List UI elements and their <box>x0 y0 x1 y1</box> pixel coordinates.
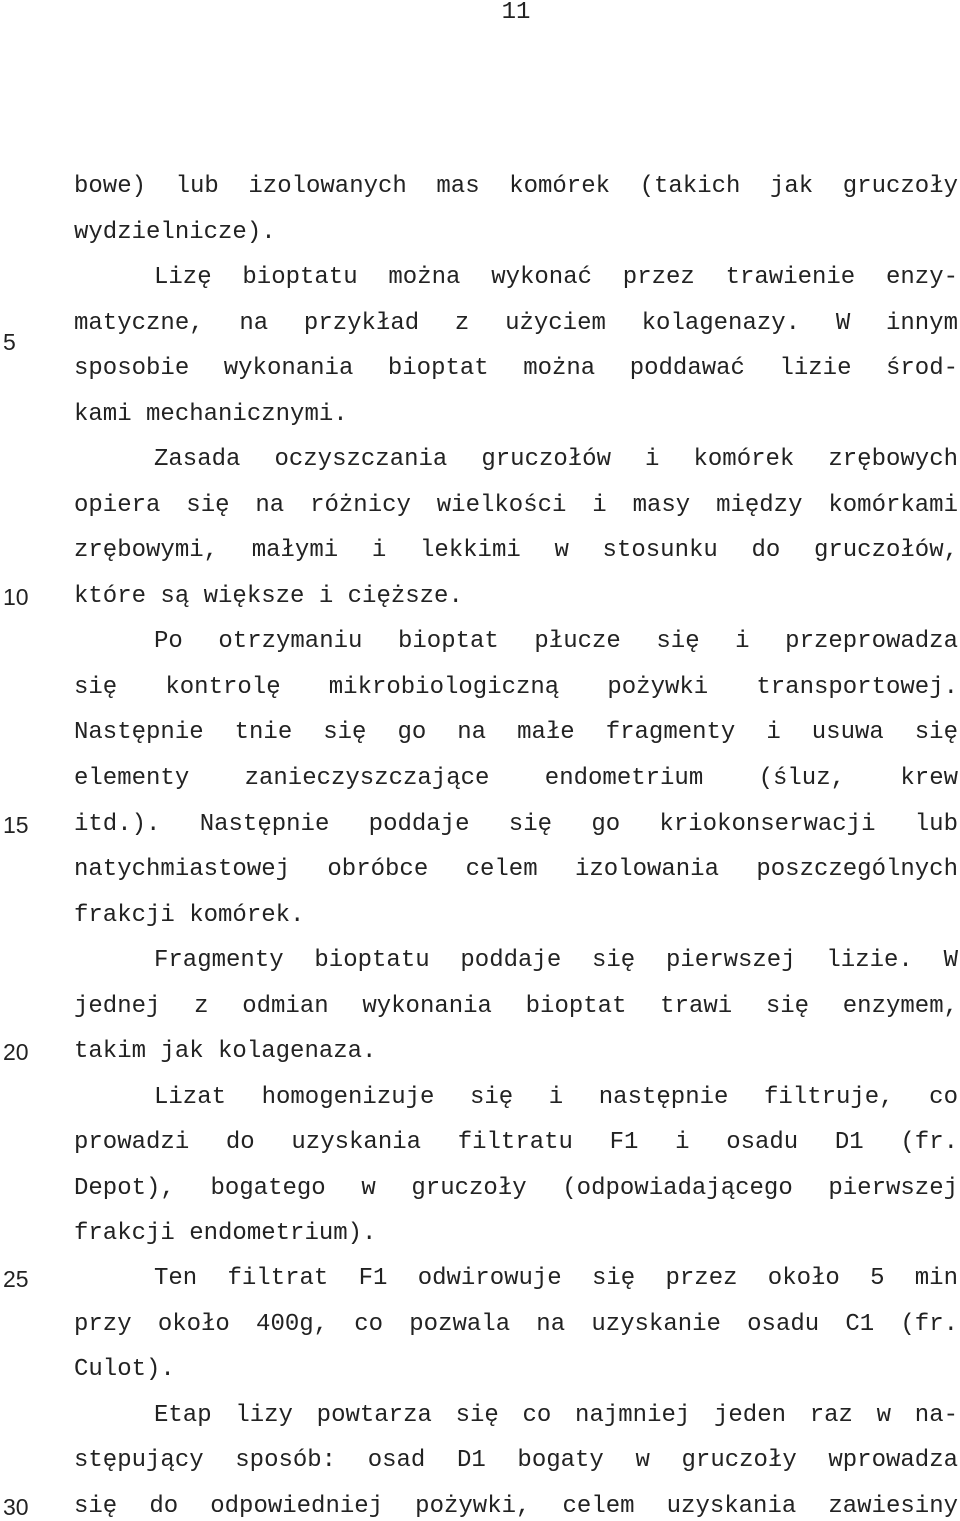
text-line: opiera się na różnicy wielkości i masy między komórkami <box>74 492 958 519</box>
text-line: takim jak kolagenaza. <box>74 1038 377 1065</box>
text-line: bowe) lub izolowanych mas komórek (takich jak gruczoły <box>74 173 958 200</box>
text-line: przy około 400g, co pozwala na uzyskanie osadu C1 (fr. <box>74 1311 958 1338</box>
text-line: sposobie wykonania bioptat można poddawać lizie środ- <box>74 355 958 382</box>
text-line: frakcji komórek. <box>74 902 305 929</box>
text-line: się do odpowiedniej pożywki, celem uzyskania zawiesiny <box>74 1493 958 1520</box>
text-line: frakcji endometrium). <box>74 1220 377 1247</box>
text-line: stępujący sposób: osad D1 bogaty w gruczoły wprowadza <box>74 1447 958 1474</box>
line-number: 20 <box>3 1039 29 1065</box>
text-line: Ten filtrat F1 odwirowuje się przez około 5 min <box>154 1265 958 1292</box>
text-line: kami mechanicznymi. <box>74 401 348 428</box>
text-line: się kontrolę mikrobiologiczną pożywki transportowej. <box>74 674 958 701</box>
text-line: Po otrzymaniu bioptat płucze się i przeprowadza <box>154 628 958 655</box>
text-line: matyczne, na przykład z użyciem kolagenazy. W innym <box>74 310 958 337</box>
text-line: Depot), bogatego w gruczoły (odpowiadającego pierwszej <box>74 1175 958 1202</box>
text-line: zrębowymi, małymi i lekkimi w stosunku do gruczołów, <box>74 537 958 564</box>
text-line: itd.). Następnie poddaje się go kriokonserwacji lub <box>74 811 958 838</box>
text-line: natychmiastowej obróbce celem izolowania poszczególnych <box>74 856 958 883</box>
text-line: Lizat homogenizuje się i następnie filtruje, co <box>154 1084 958 1111</box>
text-line: które są większe i cięższe. <box>74 583 463 610</box>
text-line: elementy zanieczyszczające endometrium (śluz, krew <box>74 765 958 792</box>
text-line: Culot). <box>74 1356 175 1383</box>
line-number: 25 <box>3 1266 29 1292</box>
text-line: jednej z odmian wykonania bioptat trawi się enzymem, <box>74 993 958 1020</box>
page-number: 11 <box>501 0 531 26</box>
line-number: 10 <box>3 584 29 610</box>
text-line: Lizę bioptatu można wykonać przez trawienie enzy- <box>154 264 958 291</box>
text-line: wydzielnicze). <box>74 219 276 246</box>
text-line: Zasada oczyszczania gruczołów i komórek zrębowych <box>154 446 958 473</box>
text-line: Fragmenty bioptatu poddaje się pierwszej lizie. W <box>154 947 958 974</box>
text-line: prowadzi do uzyskania filtratu F1 i osadu D1 (fr. <box>74 1129 958 1156</box>
line-number: 15 <box>3 812 29 838</box>
text-line: Etap lizy powtarza się co najmniej jeden raz w na- <box>154 1402 958 1429</box>
text-line: Następnie tnie się go na małe fragmenty i usuwa się <box>74 719 958 746</box>
line-number: 30 <box>3 1494 29 1520</box>
line-number: 5 <box>3 329 16 355</box>
